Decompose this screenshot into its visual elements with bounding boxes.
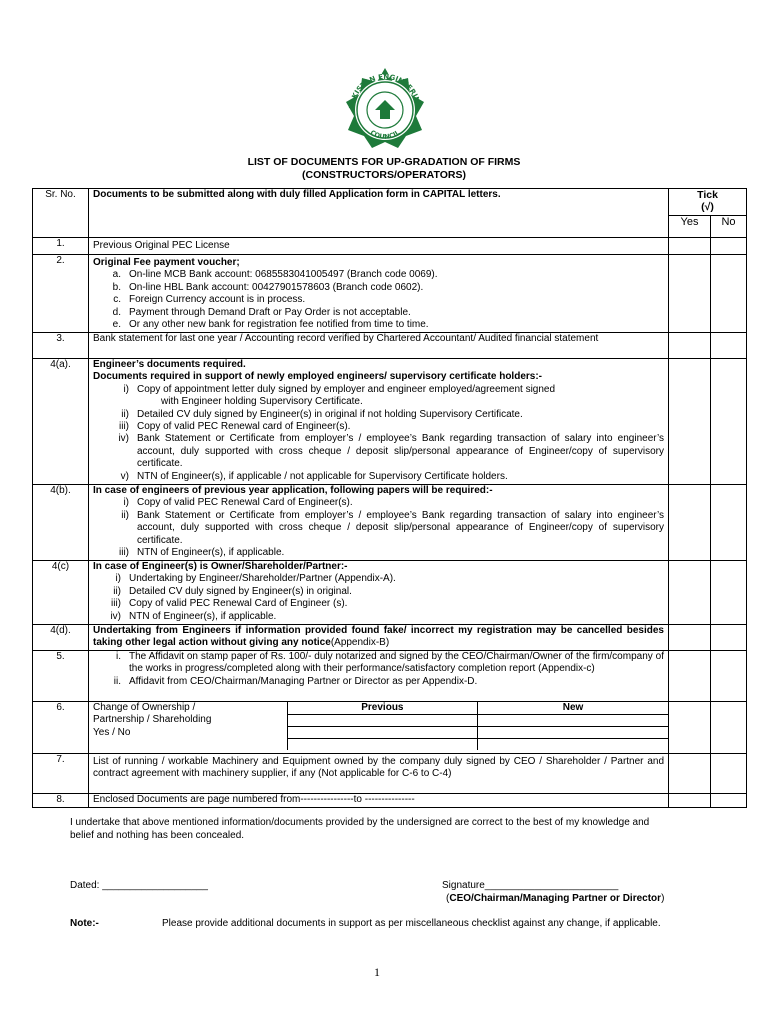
note-text: Please provide additional documents in support as per miscellaneous checklist against any change, if applicable. (162, 918, 661, 929)
list-item-continuation: with Engineer holding Supervisory Certificate. (161, 396, 363, 408)
list-item: ii) Detailed CV duly signed by Engineer(s) in original. (113, 585, 352, 597)
list-item: c. Foreign Currency account is in process. (113, 294, 306, 306)
no-checkbox-3[interactable] (711, 333, 747, 359)
no-checkbox-1[interactable] (711, 238, 747, 255)
list-item: ii) Bank Statement or Certificate from employer’s / employee’s Bank regarding transaction of salary into engineer’s account, duly supported with cross cheque / deposit slip/personal appearance of Engineer/copy of supervisory certificate. (121, 509, 664, 546)
list-item: iii) NTN of Engineer(s), if applicable. (119, 547, 285, 559)
sr-4a: 4(a). (33, 359, 89, 485)
new-field[interactable] (478, 727, 668, 739)
yes-checkbox-7[interactable] (669, 754, 711, 794)
doc-6-cell (89, 702, 669, 754)
doc-4a-subtitle: Documents required in support of newly employed engineers/ supervisory certificate holders:- (93, 371, 542, 383)
sr-no-header: Sr. No. (33, 189, 89, 238)
list-item: i) Undertaking by Engineer/Shareholder/Partner (Appendix-A). (115, 573, 396, 585)
doc-2-title: Original Fee payment voucher; (93, 257, 240, 268)
doc-4a-title: Engineer’s documents required. (93, 359, 246, 370)
doc-3-text: Bank statement for last one year / Accounting record verified by Chartered Accountant/ Audited financial statement (89, 333, 669, 359)
list-item: iv) NTN of Engineer(s), if applicable. (110, 610, 277, 622)
no-checkbox-6[interactable] (711, 702, 747, 754)
sr-5: 5. (33, 651, 89, 702)
previous-field[interactable] (287, 727, 477, 739)
dated-field: Dated: ___________________ (70, 880, 208, 891)
signatory-title: CEO/Chairman/Managing Partner or Director (449, 893, 662, 904)
doc-4d-cell (89, 625, 669, 651)
sr-7: 7. (33, 754, 89, 794)
yes-checkbox-3[interactable] (669, 333, 711, 359)
sr-8: 8. (33, 794, 89, 808)
documents-checklist-table (32, 188, 747, 808)
yes-checkbox-4d[interactable] (669, 625, 711, 651)
sr-4b: 4(b). (33, 485, 89, 561)
undertaking-text: I undertake that above mentioned information/documents provided by the undersigned are correct to the best of my knowledge and belief and nothing has been concealed. (70, 817, 650, 841)
page-number: 1 (374, 965, 380, 979)
list-item: ii) Detailed CV duly signed by Engineer(s) in original if not holding Supervisory Certificate. (121, 408, 523, 420)
no-checkbox-2[interactable] (711, 255, 747, 333)
pec-logo (340, 62, 430, 152)
list-item: ii. Affidavit from CEO/Chairman/Managing Partner or Director as per Appendix-D. (113, 675, 478, 687)
documents-header: Documents to be submitted along with duly filled Application form in CAPITAL letters. (89, 189, 669, 238)
doc-subtitle: (CONSTRUCTORS/OPERATORS) (302, 169, 466, 181)
yes-checkbox-6[interactable] (669, 702, 711, 754)
yes-checkbox-4b[interactable] (669, 485, 711, 561)
tick-header (669, 189, 747, 216)
yes-checkbox-4c[interactable] (669, 561, 711, 625)
yes-checkbox-5[interactable] (669, 651, 711, 702)
logo-text-top: PAKISTAN ENGINEERING (347, 72, 423, 110)
yes-checkbox-8[interactable] (669, 794, 711, 808)
doc-4d-text: Undertaking from Engineers if information provided found fake/ incorrect my registration may be cancelled besides taking other legal action without giving any notice (93, 625, 664, 649)
sr-6: 6. (33, 702, 89, 754)
yes-checkbox-4a[interactable] (669, 359, 711, 485)
new-header: New (478, 702, 668, 715)
doc-4b-title: In case of engineers of previous year application, following papers will be required:- (93, 485, 493, 496)
note-label: Note:- (70, 918, 99, 929)
yes-checkbox-2[interactable] (669, 255, 711, 333)
signature-field: Signature________________________ (442, 880, 619, 891)
doc-4c-cell (89, 561, 669, 625)
previous-field[interactable] (287, 715, 477, 727)
doc-7-text: List of running / workable Machinery and Equipment owned by the company duly signed by CEO / Shareholder / Partner and contract agreement with machinery supplier, if any (Not applicable for C-6 to C-4) (89, 754, 669, 794)
doc-4a-cell (89, 359, 669, 485)
list-item: a. On-line MCB Bank account: 0685583041005497 (Branch code 0069). (112, 269, 438, 281)
no-checkbox-5[interactable] (711, 651, 747, 702)
logo-text-bottom: COUNCIL (368, 128, 402, 141)
doc-2-cell (89, 255, 669, 333)
sr-4d: 4(d). (33, 625, 89, 651)
list-item: i) Copy of appointment letter duly signed by employer and engineer employed/agreement signed (123, 383, 556, 395)
list-item: i. The Affidavit on stamp paper of Rs. 100/- duly notarized and signed by the CEO/Chairman/Owner of the firm/company of the works in progress/completed along with their performance/satisfactory completion report (Appendix-c) (116, 651, 664, 675)
no-checkbox-4a[interactable] (711, 359, 747, 485)
sr-2: 2. (33, 255, 89, 333)
no-checkbox-7[interactable] (711, 754, 747, 794)
sr-3: 3. (33, 333, 89, 359)
doc-4b-cell (89, 485, 669, 561)
list-item: iv) Bank Statement or Certificate from employer’s / employee’s Bank regarding transaction of salary into engineer’s account, duly supported with cross cheque / deposit slip/personal appearance of Engineer/copy of supervisory certificate. (118, 433, 664, 470)
list-item: iii) Copy of valid PEC Renewal card of Engineer(s). (119, 421, 351, 433)
sr-1: 1. (33, 238, 89, 255)
doc-title: LIST OF DOCUMENTS FOR UP-GRADATION OF FIRMS (247, 156, 521, 168)
list-item: e. Or any other new bank for registration fee notified from time to time. (112, 319, 429, 331)
tick-label: Tick (697, 189, 718, 201)
doc-4d-suffix: (Appendix-B) (330, 637, 390, 649)
list-item: d. Payment through Demand Draft or Pay Order is not acceptable. (112, 306, 411, 318)
list-item: iii) Copy of valid PEC Renewal Card of Engineer (s). (111, 598, 348, 610)
signatory-line: (CEO/Chairman/Managing Partner or Director) (446, 893, 665, 904)
no-checkbox-8[interactable] (711, 794, 747, 808)
ownership-table (287, 702, 668, 750)
new-field[interactable] (478, 739, 668, 751)
tick-mark: (√) (701, 201, 714, 214)
list-item: i) Copy of valid PEC Renewal Card of Engineer(s). (123, 497, 353, 509)
list-item: v) NTN of Engineer(s), if applicable / not applicable for Supervisory Certificate holders. (120, 470, 508, 482)
no-header: No (711, 216, 747, 238)
list-item: b. On-line HBL Bank account: 00427901578603 (Branch code 0602). (112, 281, 424, 293)
doc-4c-title: In case of Engineer(s) is Owner/Shareholder/Partner:- (93, 561, 348, 572)
previous-field[interactable] (287, 739, 477, 751)
no-checkbox-4b[interactable] (711, 485, 747, 561)
sr-4c: 4(c) (33, 561, 89, 625)
doc-5-cell (89, 651, 669, 702)
doc-8-text: Enclosed Documents are page numbered from----------------to --------------- (89, 794, 669, 808)
new-field[interactable] (478, 715, 668, 727)
yes-checkbox-1[interactable] (669, 238, 711, 255)
doc-1-text: Previous Original PEC License (89, 238, 669, 255)
ownership-change-label: Change of Ownership / Partnership / Shareholding Yes / No (93, 702, 212, 738)
yes-header: Yes (669, 216, 711, 238)
no-checkbox-4c[interactable] (711, 561, 747, 625)
previous-header: Previous (287, 702, 477, 715)
no-checkbox-4d[interactable] (711, 625, 747, 651)
